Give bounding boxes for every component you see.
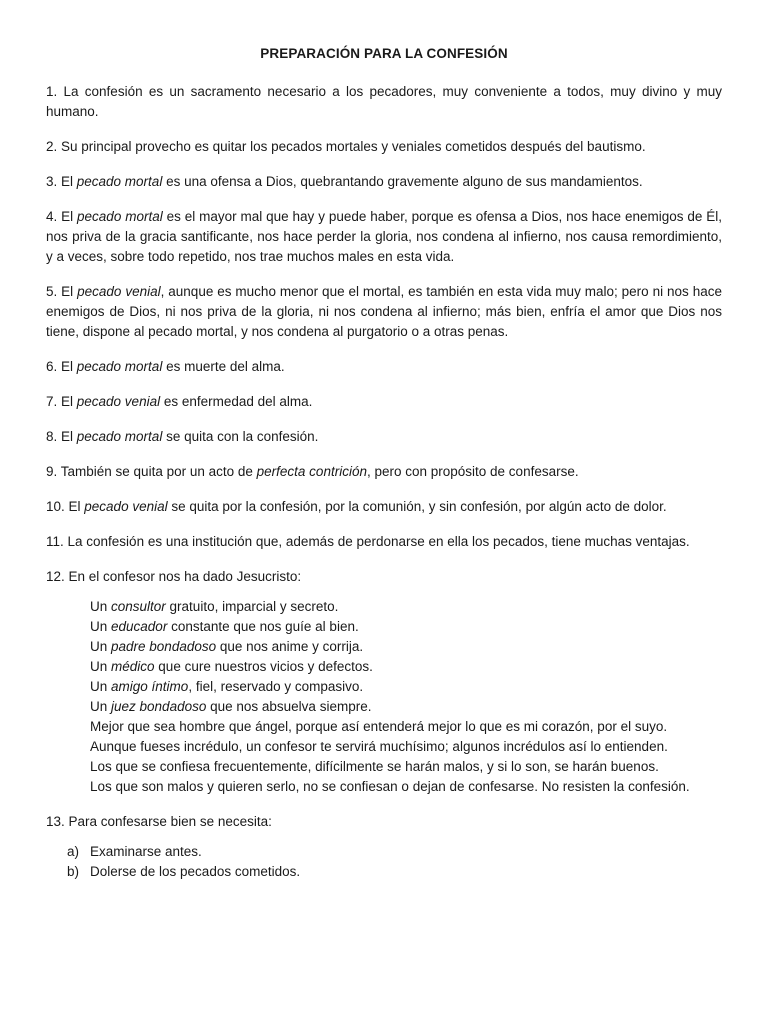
text-segment: se quita con la confesión. (162, 429, 319, 444)
confessor-quality-line (90, 617, 722, 637)
emphasized-term: amigo íntimo (111, 679, 189, 694)
text-segment: , fiel, reservado y compasivo. (188, 679, 364, 694)
emphasized-term: pecado venial (76, 394, 161, 409)
requirements-list (67, 842, 722, 882)
emphasized-term: pecado venial (77, 284, 161, 299)
confessor-quality-line (90, 737, 722, 757)
text-segment: es una ofensa a Dios, quebrantando gravemente alguno de sus mandamientos. (162, 174, 643, 189)
requirement-item (67, 842, 722, 862)
list-marker: b) (67, 864, 80, 879)
text-segment: gratuito, imparcial y secreto. (165, 599, 339, 614)
text-segment: 3. El (46, 174, 77, 189)
emphasized-term: pecado mortal (76, 174, 163, 189)
confessor-quality-line (90, 657, 722, 677)
text-segment: 7. El (46, 394, 77, 409)
confessor-quality-line (90, 677, 722, 697)
text-segment: 1. La confesión es un sacramento necesario a los pecadores, muy conveniente a todos, muy divino y muy humano. (46, 84, 722, 119)
confessor-quality-line (90, 757, 722, 777)
text-segment: 2. Su principal provecho es quitar los pecados mortales y veniales cometidos después del bautismo. (46, 139, 646, 154)
paragraph-11 (46, 532, 722, 552)
text-segment: 8. El (46, 429, 77, 444)
confessor-quality-line (90, 637, 722, 657)
confessor-quality-line (90, 697, 722, 717)
emphasized-term: consultor (111, 599, 166, 614)
text-segment: Aunque fueses incrédulo, un confesor te servirá muchísimo; algunos incrédulos así lo entienden. (90, 739, 668, 754)
emphasized-term: médico (111, 659, 155, 674)
paragraph-5 (46, 282, 722, 342)
text-segment: , aunque es mucho menor que el mortal, es también en esta vida muy malo; pero ni nos hace enemigos de Dios, ni nos priva de la gloria, ni nos condena al infierno; más bien, enfría el amor que Dios nos tiene, dispone al pecado mortal, y nos condena al purgatorio o a otras penas. (46, 284, 723, 339)
paragraph-6 (46, 357, 722, 377)
paragraph-list (46, 82, 722, 587)
paragraph-9 (46, 462, 722, 482)
paragraph-4 (46, 207, 722, 267)
text-segment: es enfermedad del alma. (160, 394, 313, 409)
list-marker: a) (67, 844, 80, 859)
text-segment: que nos absuelva siempre. (206, 699, 372, 714)
emphasized-term: pecado mortal (76, 359, 163, 374)
confessor-qualities-list (90, 597, 722, 797)
emphasized-term: padre bondadoso (111, 639, 217, 654)
text-segment: 5. El (46, 284, 78, 299)
emphasized-term: juez bondadoso (111, 699, 207, 714)
paragraph-7 (46, 392, 722, 412)
text-segment: Los que son malos y quieren serlo, no se confiesan o dejan de confesarse. No resisten la confesión. (90, 779, 690, 794)
document-title: PREPARACIÓN PARA LA CONFESIÓN (260, 46, 508, 61)
emphasized-term: pecado mortal (76, 429, 163, 444)
paragraph-8 (46, 427, 722, 447)
text-segment: que nos anime y corrija. (216, 639, 364, 654)
text-segment: se quita por la confesión, por la comunión, y sin confesión, por algún acto de dolor. (167, 499, 667, 514)
paragraph-12 (46, 567, 722, 587)
paragraph-1 (46, 82, 722, 122)
text-segment: es muerte del alma. (162, 359, 285, 374)
text-segment: Un (90, 679, 112, 694)
paragraph-3 (46, 172, 722, 192)
emphasized-term: perfecta contrición (256, 464, 367, 479)
emphasized-term: pecado mortal (77, 209, 163, 224)
text-segment: 10. El (46, 499, 85, 514)
text-segment: 9. También se quita por un acto de (46, 464, 257, 479)
text-segment: Mejor que sea hombre que ángel, porque así entenderá mejor lo que es mi corazón, por el suyo. (90, 719, 668, 734)
paragraph-13: 13. Para confesarse bien se necesita: (46, 814, 272, 829)
text-segment: constante que nos guíe al bien. (167, 619, 359, 634)
text-segment: 4. El (46, 209, 78, 224)
text-segment: , pero con propósito de confesarse. (366, 464, 579, 479)
text-segment: que cure nuestros vicios y defectos. (154, 659, 373, 674)
text-segment: Un (90, 659, 112, 674)
text-segment: Un (90, 639, 112, 654)
text-segment: 12. En el confesor nos ha dado Jesucristo: (46, 569, 302, 584)
paragraph-10 (46, 497, 722, 517)
paragraph-2 (46, 137, 722, 157)
text-segment: Un (90, 699, 112, 714)
text-segment: Un (90, 619, 112, 634)
requirement-text: Dolerse de los pecados cometidos. (90, 864, 301, 879)
text-segment: 11. La confesión es una institución que, además de perdonarse en ella los pecados, tiene muchas ventajas. (46, 534, 690, 549)
emphasized-term: pecado venial (84, 499, 168, 514)
text-segment: Los que se confiesa frecuentemente, difícilmente se harán malos, y si lo son, se harán buenos. (90, 759, 659, 774)
requirement-text: Examinarse antes. (90, 844, 202, 859)
confessor-quality-line (90, 597, 722, 617)
emphasized-term: educador (111, 619, 168, 634)
requirement-item (67, 862, 722, 882)
text-segment: Un (90, 599, 112, 614)
confessor-quality-line (90, 777, 722, 797)
text-segment: es el mayor mal que hay y puede haber, porque es ofensa a Dios, nos hace enemigos de Él, nos priva de la gracia santificante, nos hace perder la gloria, nos condena al infierno, nos causa remordimiento, y a veces, sobre todo repetido, nos trae muchos males en esta vida. (46, 209, 723, 264)
confessor-quality-line (90, 717, 722, 737)
text-segment: 6. El (46, 359, 77, 374)
